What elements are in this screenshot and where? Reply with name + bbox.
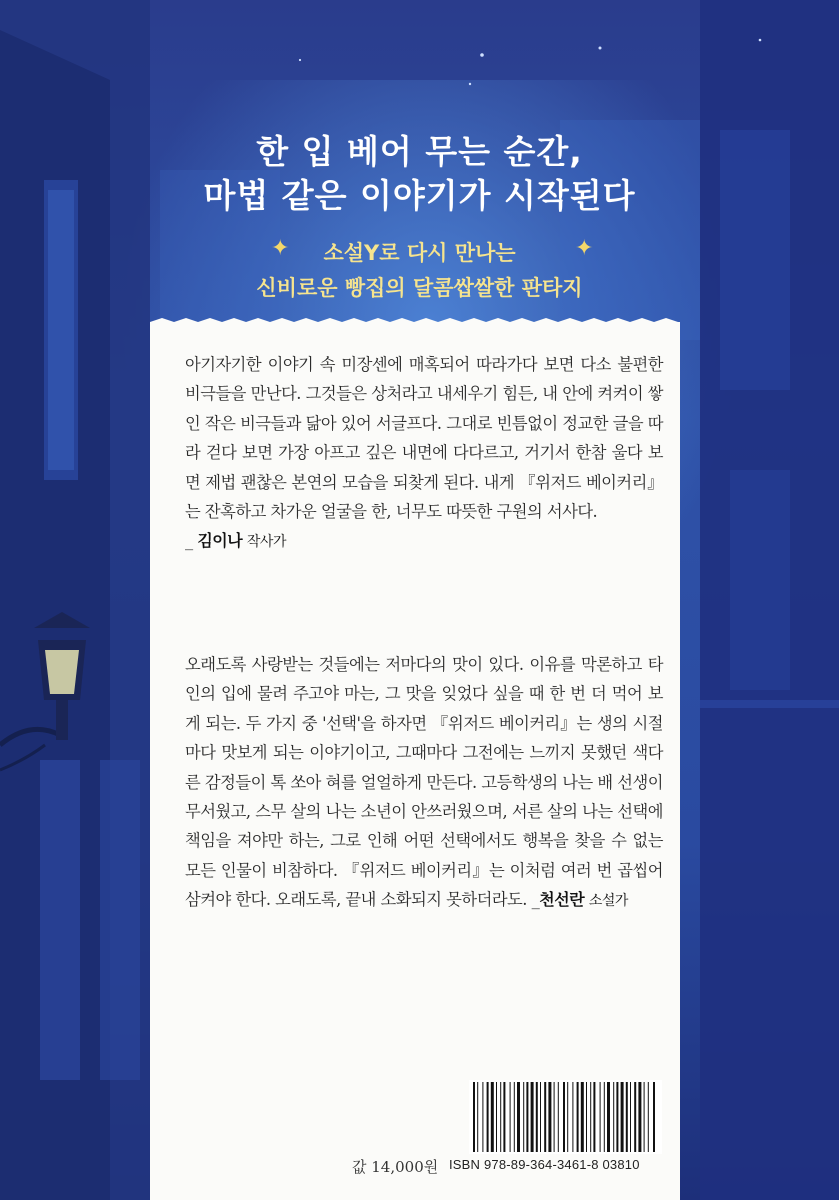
- review-1-text: 아기자기한 이야기 속 미장센에 매혹되어 따라가다 보면 다소 불편한 비극들을 만난다. 그것들은 상처라고 내세우기 힘든, 내 안에 켜켜이 쌓인 작은 비극들과 닮아 있어 서글프다. 그대로 빈틈없이 정교한 글을 따라 걷다 보면 가장 아프고 깊은 내면에 다다르고, 거기서 한참 울다 보면 제법 괜찮은 본연의 모습을 되찾게 된다. 내게 『위저드 베이커리』는 잔혹하고 차가운 얼굴을 한, 너무도 따뜻한 구원의 서사다.: [185, 355, 663, 522]
- review-2-text: 오래도록 사랑받는 것들에는 저마다의 맛이 있다. 이유를 막론하고 타인의 입에 물려 주고야 마는, 그 맛을 잊었다 싶을 때 한 번 더 먹어 보게 되는. 두 가지 중 '선택'을 하자면 『위저드 베이커리』는 생의 시절마다 맛보게 되는 이야기이고, 그때마다 그전에는 느끼지 못했던 색다른 감정들이 톡 쏘아 혀를 얼얼하게 만든다. 고등학생의 나는 배 선생이 무서웠고, 스무 살의 나는 소년이 안쓰러웠으며, 서른 살의 나는 선택에 책임을 져야만 하는, 그로 인해 어떤 선택에서도 행복을 찾을 수 없는 모든 인물이 비참하다. 『위저드 베이커리』는 이처럼 여러 번 곱씹어 삼켜야 한다. 오래도록, 끝내 소화되지 못하더라도.: [185, 655, 663, 910]
- isbn-barcode: [469, 1080, 662, 1154]
- subtitle-line-2: 신비로운 빵집의 달콤쌉쌀한 판타지: [256, 276, 583, 300]
- review-1: [185, 350, 663, 558]
- isbn-label: ISBN 978-89-364-3461-8 03810: [449, 1157, 640, 1172]
- review-2: [185, 650, 663, 917]
- review-2-prefix: _: [526, 890, 540, 910]
- headline-line-2: 마법 같은 이야기가 시작된다: [203, 176, 636, 215]
- review-2-author: 천선란: [539, 890, 585, 910]
- review-1-role: 작사가: [246, 534, 286, 551]
- headline-line-1: 한 입 베어 무는 순간,: [256, 132, 583, 171]
- sparkle-icon: ✦: [575, 236, 594, 261]
- review-2-role: 소설가: [588, 893, 628, 910]
- review-1-prefix: _: [185, 531, 198, 551]
- subtitle-line-1: 소설Y로 다시 만나는: [323, 241, 516, 265]
- review-1-author: 김이나: [197, 531, 243, 551]
- price-label: 값 14,000원: [352, 1158, 439, 1176]
- sparkle-icon: ✦: [271, 236, 290, 261]
